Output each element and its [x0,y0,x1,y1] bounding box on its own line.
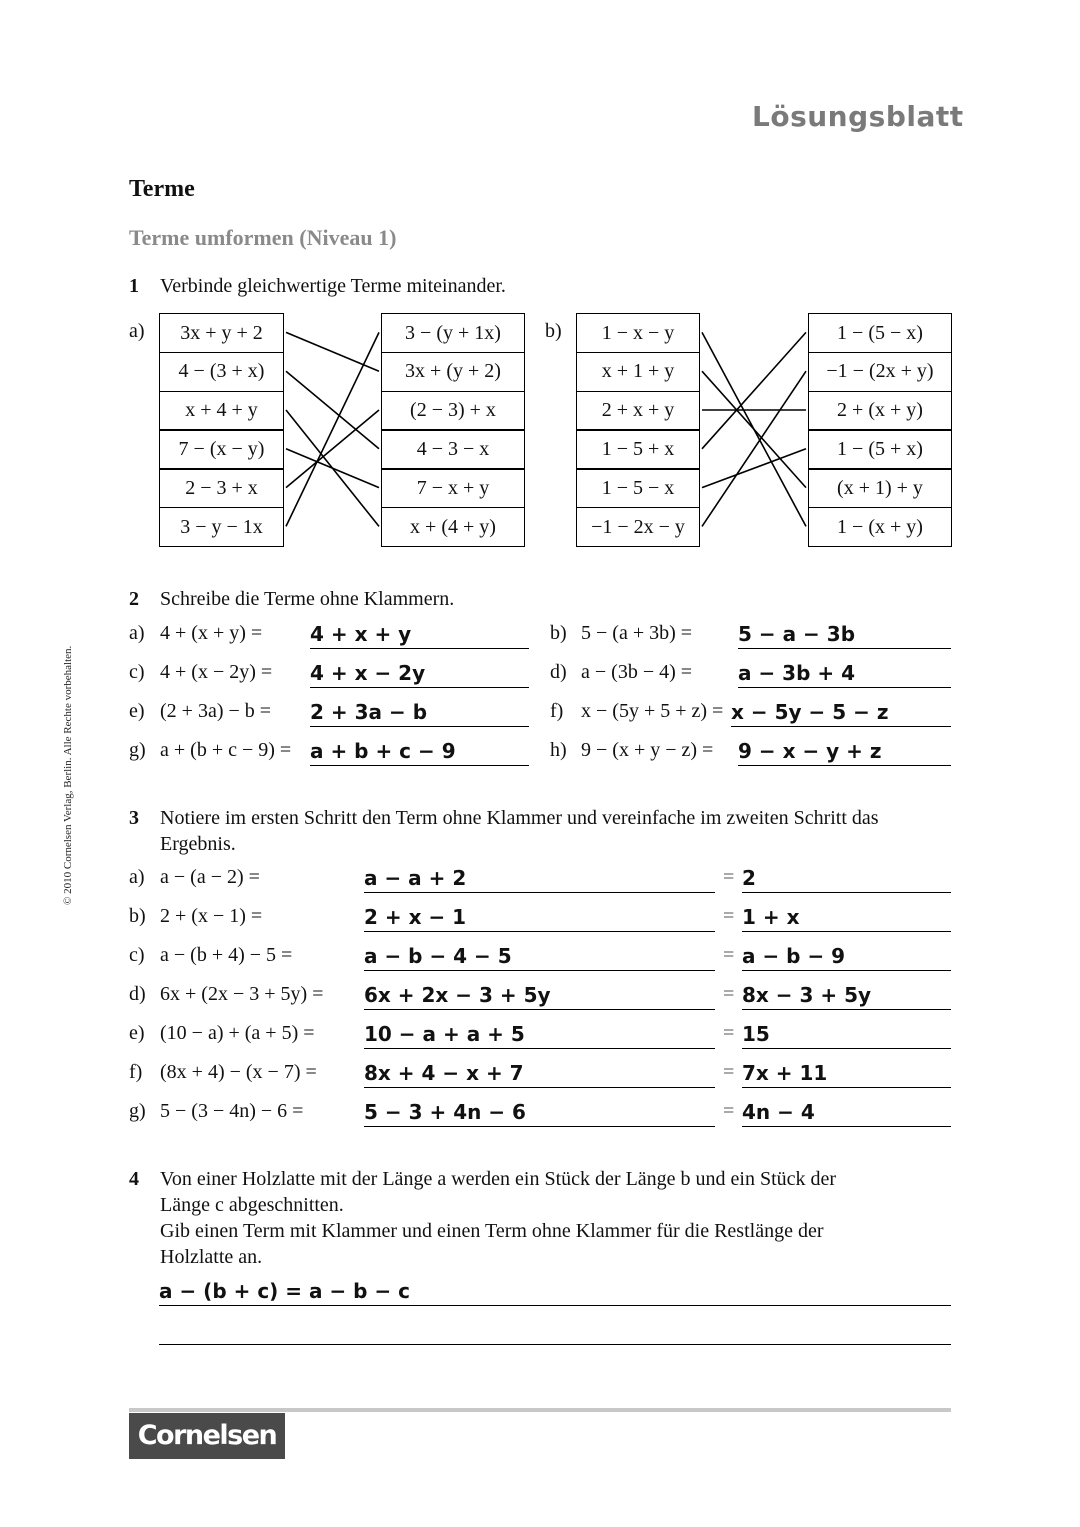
task2-answer-line: 5 − a − 3b [738,619,951,649]
task3-instruction-line1: Notiere im ersten Schritt den Term ohne Klammer und vereinfache im zweiten Schritt das [160,807,879,829]
publisher-logo: Cornelsen [129,1413,285,1459]
task2-answer-line: x − 5y − 5 − z [731,697,951,727]
task3-step1-line: 8x + 4 − x + 7 [364,1058,715,1088]
task2-item-label: h) [550,739,567,761]
match-a-right-box: 3 − (y + 1x) [381,313,525,353]
task3-item-expression: a − (a − 2) = [160,866,260,888]
task4-text-line4: Holzlatte an. [160,1246,263,1268]
task1-number: 1 [129,275,139,297]
task3-item-label: c) [129,944,145,966]
task3-item-label: g) [129,1100,146,1122]
task2-item-label: c) [129,661,145,683]
match-a-left-box: 3x + y + 2 [159,313,284,353]
task3-item-label: b) [129,905,146,927]
task3-result-line: 2 [742,863,951,893]
match-b-right-box: 1 − (5 + x) [808,429,952,469]
task4-text-line3: Gib einen Term mit Klammer und einen Term ohne Klammer für die Restlänge der [160,1220,824,1242]
task3-item-expression: (8x + 4) − (x − 7) = [160,1061,317,1083]
match-b-left-box: 1 − 5 + x [576,429,700,469]
task3-item-label: a) [129,866,145,888]
match-b-right-box: −1 − (2x + y) [808,352,952,392]
task2-answer-line: 9 − x − y + z [738,736,951,766]
match-a-right-box: 4 − 3 − x [381,429,525,469]
task4-text-line2: Länge c abgeschnitten. [160,1194,344,1216]
task2-item-label: g) [129,739,146,761]
task2-item-expression: a + (b + c − 9) = [160,739,292,761]
match-a-left-box: 4 − (3 + x) [159,352,284,392]
task3-equals-sign: = [723,1061,735,1083]
page-title: Terme [129,176,195,202]
match-a-left-box: 2 − 3 + x [159,468,284,508]
task3-step1-line: 6x + 2x − 3 + 5y [364,980,715,1010]
copyright-note: © 2010 Cornelsen Verlag, Berlin. Alle Rechte vorbehalten. [62,645,74,905]
task3-result-line: 4n − 4 [742,1097,951,1127]
task3-instruction-line2: Ergebnis. [160,833,236,855]
task3-item-label: f) [129,1061,143,1083]
task2-number: 2 [129,588,139,610]
match-b-left-box: −1 − 2x − y [576,507,700,547]
connection-line [702,449,806,488]
task2-answer-line: 4 + x − 2y [310,658,529,688]
match-b-right-box: 2 + (x + y) [808,391,952,431]
task4-answer-line-2 [159,1315,951,1345]
task3-step1-line: a − b − 4 − 5 [364,941,715,971]
task2-answer-line: 2 + 3a − b [310,697,529,727]
task3-item-expression: 6x + (2x − 3 + 5y) = [160,983,324,1005]
task2-item-expression: a − (3b − 4) = [581,661,693,683]
match-a-right-box: 3x + (y + 2) [381,352,525,392]
match-b-right-box: (x + 1) + y [808,468,952,508]
connection-line [702,371,806,526]
match-a-left-box: 7 − (x − y) [159,429,284,469]
task4-number: 4 [129,1168,139,1190]
connection-line [286,410,379,488]
task2-item-expression: 4 + (x − 2y) = [160,661,273,683]
task3-equals-sign: = [723,983,735,1005]
task2-item-expression: 4 + (x + y) = [160,622,263,644]
task2-instruction: Schreibe die Terme ohne Klammern. [160,588,455,610]
match-a-right-box: x + (4 + y) [381,507,525,547]
task4-answer-line: a − (b + c) = a − b − c [159,1276,951,1306]
task3-result-line: a − b − 9 [742,941,951,971]
page-subtitle: Terme umformen (Niveau 1) [129,225,397,250]
task3-number: 3 [129,807,139,829]
task3-step1-line: 10 − a + a + 5 [364,1019,715,1049]
task3-equals-sign: = [723,1022,735,1044]
task3-item-label: e) [129,1022,145,1044]
task3-result-line: 15 [742,1019,951,1049]
task4-text-line1: Von einer Holzlatte mit der Länge a werden ein Stück der Länge b und ein Stück der [160,1168,837,1190]
task2-item-label: d) [550,661,567,683]
task2-answer-line: a + b + c − 9 [310,736,529,766]
connection-line [286,332,379,371]
task3-item-expression: 5 − (3 − 4n) − 6 = [160,1100,304,1122]
match-b-left-box: 2 + x + y [576,391,700,431]
connection-line [702,371,806,487]
task3-step1-line: 5 − 3 + 4n − 6 [364,1097,715,1127]
match-a-left-box: 3 − y − 1x [159,507,284,547]
task2-item-label: f) [550,700,564,722]
task2-item-expression: 9 − (x + y − z) = [581,739,714,761]
task2-item-expression: 5 − (a + 3b) = [581,622,693,644]
task3-item-expression: a − (b + 4) − 5 = [160,944,293,966]
task3-result-line: 8x − 3 + 5y [742,980,951,1010]
connection-line [702,332,806,448]
sheet-label: Lösungsblatt [752,100,964,133]
task3-equals-sign: = [723,866,735,888]
match-b-left-box: 1 − x − y [576,313,700,353]
task2-answer-line: a − 3b + 4 [738,658,951,688]
task2-item-expression: x − (5y + 5 + z) = [581,700,724,722]
task3-step1-line: 2 + x − 1 [364,902,715,932]
task1a-label: a) [129,320,145,342]
connection-line [286,371,379,449]
match-b-right-box: 1 − (5 − x) [808,313,952,353]
match-b-left-box: x + 1 + y [576,352,700,392]
task2-item-expression: (2 + 3a) − b = [160,700,272,722]
task3-equals-sign: = [723,905,735,927]
task2-item-label: b) [550,622,567,644]
task2-answer-line: 4 + x + y [310,619,529,649]
task3-result-line: 1 + x [742,902,951,932]
task3-equals-sign: = [723,1100,735,1122]
match-a-right-box: 7 − x + y [381,468,525,508]
task3-item-label: d) [129,983,146,1005]
task3-item-expression: 2 + (x − 1) = [160,905,263,927]
match-a-right-box: (2 − 3) + x [381,391,525,431]
connection-line [286,449,379,488]
task3-step1-line: a − a + 2 [364,863,715,893]
task2-item-label: a) [129,622,145,644]
task3-equals-sign: = [723,944,735,966]
connection-line [286,332,379,526]
footer-divider [129,1408,951,1412]
match-b-left-box: 1 − 5 − x [576,468,700,508]
task1b-label: b) [545,320,562,342]
task2-item-label: e) [129,700,145,722]
task3-result-line: 7x + 11 [742,1058,951,1088]
match-a-left-box: x + 4 + y [159,391,284,431]
match-b-right-box: 1 − (x + y) [808,507,952,547]
task1-instruction: Verbinde gleichwertige Terme miteinander. [160,275,506,297]
task3-item-expression: (10 − a) + (a + 5) = [160,1022,315,1044]
